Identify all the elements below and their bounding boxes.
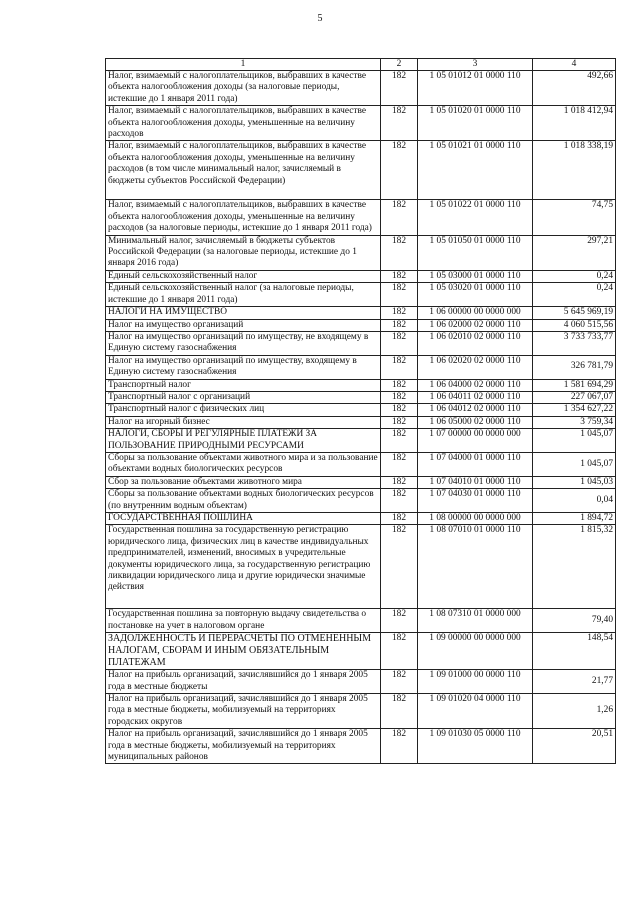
table-row xyxy=(106,379,616,391)
row-budget-code: 1 05 01012 01 0000 110 xyxy=(418,71,533,106)
row-admin-code: 182 xyxy=(381,270,418,282)
row-budget-code: 1 06 02010 02 0000 110 xyxy=(418,331,533,355)
header-cell: 2 xyxy=(381,59,418,71)
row-name: Налог, взимаемый с налогоплательщиков, выбравших в качестве объекта налогообложения доходы, уменьшенные на величину расходов (за налоговые периоды, истекшие до 1 января 2011 года) xyxy=(106,200,381,235)
row-name: Налог на прибыль организаций, зачислявшийся до 1 января 2005 года в местные бюджеты, мобилизуемый на территориях городских округов xyxy=(106,694,381,729)
row-amount: 0,04 xyxy=(533,489,616,513)
row-budget-code: 1 07 04030 01 0000 110 xyxy=(418,489,533,513)
table-row xyxy=(106,633,616,670)
table-row xyxy=(106,270,616,282)
row-budget-code: 1 05 03020 01 0000 110 xyxy=(418,283,533,307)
row-amount: 0,24 xyxy=(533,270,616,282)
row-name: Налог, взимаемый с налогоплательщиков, выбравших в качестве объекта налогообложения доходы, уменьшенные на величину расходов (в том числе минимальный налог, зачисляемый в бюджеты субъектов Российской Федерации) xyxy=(106,141,381,200)
table-row xyxy=(106,106,616,141)
row-admin-code: 182 xyxy=(381,379,418,391)
row-name: ЗАДОЛЖЕННОСТЬ И ПЕРЕРАСЧЕТЫ ПО ОТМЕНЕННЫМ НАЛОГАМ, СБОРАМ И ИНЫМ ОБЯЗАТЕЛЬНЫМ ПЛАТЕЖАМ xyxy=(106,633,381,670)
row-amount: 1 045,07 xyxy=(533,429,616,453)
row-name: Сборы за пользование объектами водных биологических ресурсов (по внутренним водным объектам) xyxy=(106,489,381,513)
row-name: ГОСУДАРСТВЕННАЯ ПОШЛИНА xyxy=(106,513,381,525)
table-row xyxy=(106,452,616,476)
row-name: Налог на игорный бизнес xyxy=(106,416,381,428)
row-amount: 21,77 xyxy=(533,670,616,694)
row-budget-code: 1 08 07010 01 0000 110 xyxy=(418,525,533,609)
row-budget-code: 1 07 04000 01 0000 110 xyxy=(418,452,533,476)
row-admin-code: 182 xyxy=(381,729,418,764)
row-budget-code: 1 06 02020 02 0000 110 xyxy=(418,355,533,379)
table-row xyxy=(106,391,616,403)
row-admin-code: 182 xyxy=(381,670,418,694)
row-amount: 5 645 969,19 xyxy=(533,307,616,319)
row-admin-code: 182 xyxy=(381,355,418,379)
row-name: НАЛОГИ НА ИМУЩЕСТВО xyxy=(106,307,381,319)
table-row xyxy=(106,283,616,307)
table-row xyxy=(106,670,616,694)
row-budget-code: 1 09 00000 00 0000 000 xyxy=(418,633,533,670)
revenue-table xyxy=(105,58,616,764)
page-number: 5 xyxy=(317,13,323,24)
row-admin-code: 182 xyxy=(381,476,418,488)
row-name: Транспортный налог xyxy=(106,379,381,391)
row-admin-code: 182 xyxy=(381,283,418,307)
row-amount: 74,75 xyxy=(533,200,616,235)
row-amount: 0,24 xyxy=(533,283,616,307)
table-row xyxy=(106,609,616,633)
row-name: Налог на имущество организаций по имуществу, не входящему в Единую систему газоснабжения xyxy=(106,331,381,355)
row-budget-code: 1 06 04000 02 0000 110 xyxy=(418,379,533,391)
row-name: Сборы за пользование объектами животного мира и за пользование объектами водных биологических ресурсов xyxy=(106,452,381,476)
row-amount: 148,54 xyxy=(533,633,616,670)
row-admin-code: 182 xyxy=(381,525,418,609)
row-admin-code: 182 xyxy=(381,513,418,525)
row-admin-code: 182 xyxy=(381,429,418,453)
row-name: Транспортный налог с организаций xyxy=(106,391,381,403)
table-row xyxy=(106,355,616,379)
table-row xyxy=(106,416,616,428)
row-budget-code: 1 05 01022 01 0000 110 xyxy=(418,200,533,235)
row-budget-code: 1 07 04010 01 0000 110 xyxy=(418,476,533,488)
row-name: Налог на имущество организаций xyxy=(106,319,381,331)
table-row xyxy=(106,331,616,355)
table-row xyxy=(106,235,616,270)
row-name: Транспортный налог с физических лиц xyxy=(106,404,381,416)
row-budget-code: 1 05 01021 01 0000 110 xyxy=(418,141,533,200)
row-budget-code: 1 09 01000 00 0000 110 xyxy=(418,670,533,694)
row-admin-code: 182 xyxy=(381,452,418,476)
table-row xyxy=(106,525,616,609)
row-admin-code: 182 xyxy=(381,694,418,729)
table-row xyxy=(106,513,616,525)
table-row xyxy=(106,141,616,200)
row-amount: 326 781,79 xyxy=(533,355,616,379)
table-row xyxy=(106,694,616,729)
row-amount: 79,40 xyxy=(533,609,616,633)
table-row xyxy=(106,71,616,106)
row-name: Государственная пошлина за повторную выдачу свидетельства о постановке на учет в налоговом органе xyxy=(106,609,381,633)
row-amount: 297,21 xyxy=(533,235,616,270)
row-amount: 492,66 xyxy=(533,71,616,106)
header-cell: 3 xyxy=(418,59,533,71)
row-name: Государственная пошлина за государственную регистрацию юридического лица, физических лиц в качестве индивидуальных предпринимателей, изменений, вносимых в учредительные документы юридического лица, за государственную регистрацию ликвидации юридического лица и другие юридически значимые действия xyxy=(106,525,381,609)
row-name: Налог, взимаемый с налогоплательщиков, выбравших в качестве объекта налогообложения доходы (за налоговые периоды, истекшие до 1 января 2011 года) xyxy=(106,71,381,106)
header-cell: 4 xyxy=(533,59,616,71)
row-admin-code: 182 xyxy=(381,489,418,513)
row-amount: 3 759,34 xyxy=(533,416,616,428)
row-name: Единый сельскохозяйственный налог (за налоговые периоды, истекшие до 1 января 2011 года) xyxy=(106,283,381,307)
row-amount: 1 894,72 xyxy=(533,513,616,525)
row-admin-code: 182 xyxy=(381,235,418,270)
table-row xyxy=(106,429,616,453)
row-budget-code: 1 06 00000 00 0000 000 xyxy=(418,307,533,319)
row-budget-code: 1 06 02000 02 0000 110 xyxy=(418,319,533,331)
row-admin-code: 182 xyxy=(381,106,418,141)
table-row xyxy=(106,404,616,416)
row-name: НАЛОГИ, СБОРЫ И РЕГУЛЯРНЫЕ ПЛАТЕЖИ ЗА ПОЛЬЗОВАНИЕ ПРИРОДНЫМИ РЕСУРСАМИ xyxy=(106,429,381,453)
row-admin-code: 182 xyxy=(381,633,418,670)
row-budget-code: 1 05 01050 01 0000 110 xyxy=(418,235,533,270)
row-budget-code: 1 06 04011 02 0000 110 xyxy=(418,391,533,403)
row-budget-code: 1 05 03000 01 0000 110 xyxy=(418,270,533,282)
row-admin-code: 182 xyxy=(381,141,418,200)
row-admin-code: 182 xyxy=(381,609,418,633)
row-name: Минимальный налог, зачисляемый в бюджеты субъектов Российской Федерации (за налоговые периоды, истекшие до 1 января 2016 года) xyxy=(106,235,381,270)
row-budget-code: 1 08 07310 01 0000 000 xyxy=(418,609,533,633)
row-name: Налог на прибыль организаций, зачислявшийся до 1 января 2005 года в местные бюджеты, мобилизуемый на территориях муниципальных районов xyxy=(106,729,381,764)
row-amount: 1 018 412,94 xyxy=(533,106,616,141)
row-budget-code: 1 09 01030 05 0000 110 xyxy=(418,729,533,764)
row-name: Единый сельскохозяйственный налог xyxy=(106,270,381,282)
header-row xyxy=(106,59,616,71)
row-budget-code: 1 07 00000 00 0000 000 xyxy=(418,429,533,453)
row-budget-code: 1 09 01020 04 0000 110 xyxy=(418,694,533,729)
table-row xyxy=(106,307,616,319)
table-row xyxy=(106,476,616,488)
row-admin-code: 182 xyxy=(381,391,418,403)
table-row xyxy=(106,319,616,331)
row-name: Налог на имущество организаций по имуществу, входящему в Единую систему газоснабжения xyxy=(106,355,381,379)
row-amount: 1,26 xyxy=(533,694,616,729)
row-budget-code: 1 06 05000 02 0000 110 xyxy=(418,416,533,428)
row-name: Сбор за пользование объектами животного мира xyxy=(106,476,381,488)
row-budget-code: 1 08 00000 00 0000 000 xyxy=(418,513,533,525)
row-amount: 1 018 338,19 xyxy=(533,141,616,200)
row-amount: 1 354 627,22 xyxy=(533,404,616,416)
row-admin-code: 182 xyxy=(381,331,418,355)
row-budget-code: 1 05 01020 01 0000 110 xyxy=(418,106,533,141)
row-admin-code: 182 xyxy=(381,71,418,106)
row-name: Налог, взимаемый с налогоплательщиков, выбравших в качестве объекта налогообложения доходы, уменьшенные на величину расходов xyxy=(106,106,381,141)
row-admin-code: 182 xyxy=(381,319,418,331)
row-admin-code: 182 xyxy=(381,307,418,319)
row-amount: 1 045,03 xyxy=(533,476,616,488)
row-amount: 20,51 xyxy=(533,729,616,764)
row-amount: 3 733 733,77 xyxy=(533,331,616,355)
row-admin-code: 182 xyxy=(381,416,418,428)
row-admin-code: 182 xyxy=(381,404,418,416)
row-amount: 227 067,07 xyxy=(533,391,616,403)
row-name: Налог на прибыль организаций, зачислявшийся до 1 января 2005 года в местные бюджеты xyxy=(106,670,381,694)
row-admin-code: 182 xyxy=(381,200,418,235)
table-row xyxy=(106,489,616,513)
row-amount: 1 581 694,29 xyxy=(533,379,616,391)
table-row xyxy=(106,200,616,235)
row-amount: 1 045,07 xyxy=(533,452,616,476)
row-amount: 1 815,32 xyxy=(533,525,616,609)
header-cell: 1 xyxy=(106,59,381,71)
row-budget-code: 1 06 04012 02 0000 110 xyxy=(418,404,533,416)
table-row xyxy=(106,729,616,764)
row-amount: 4 060 515,56 xyxy=(533,319,616,331)
